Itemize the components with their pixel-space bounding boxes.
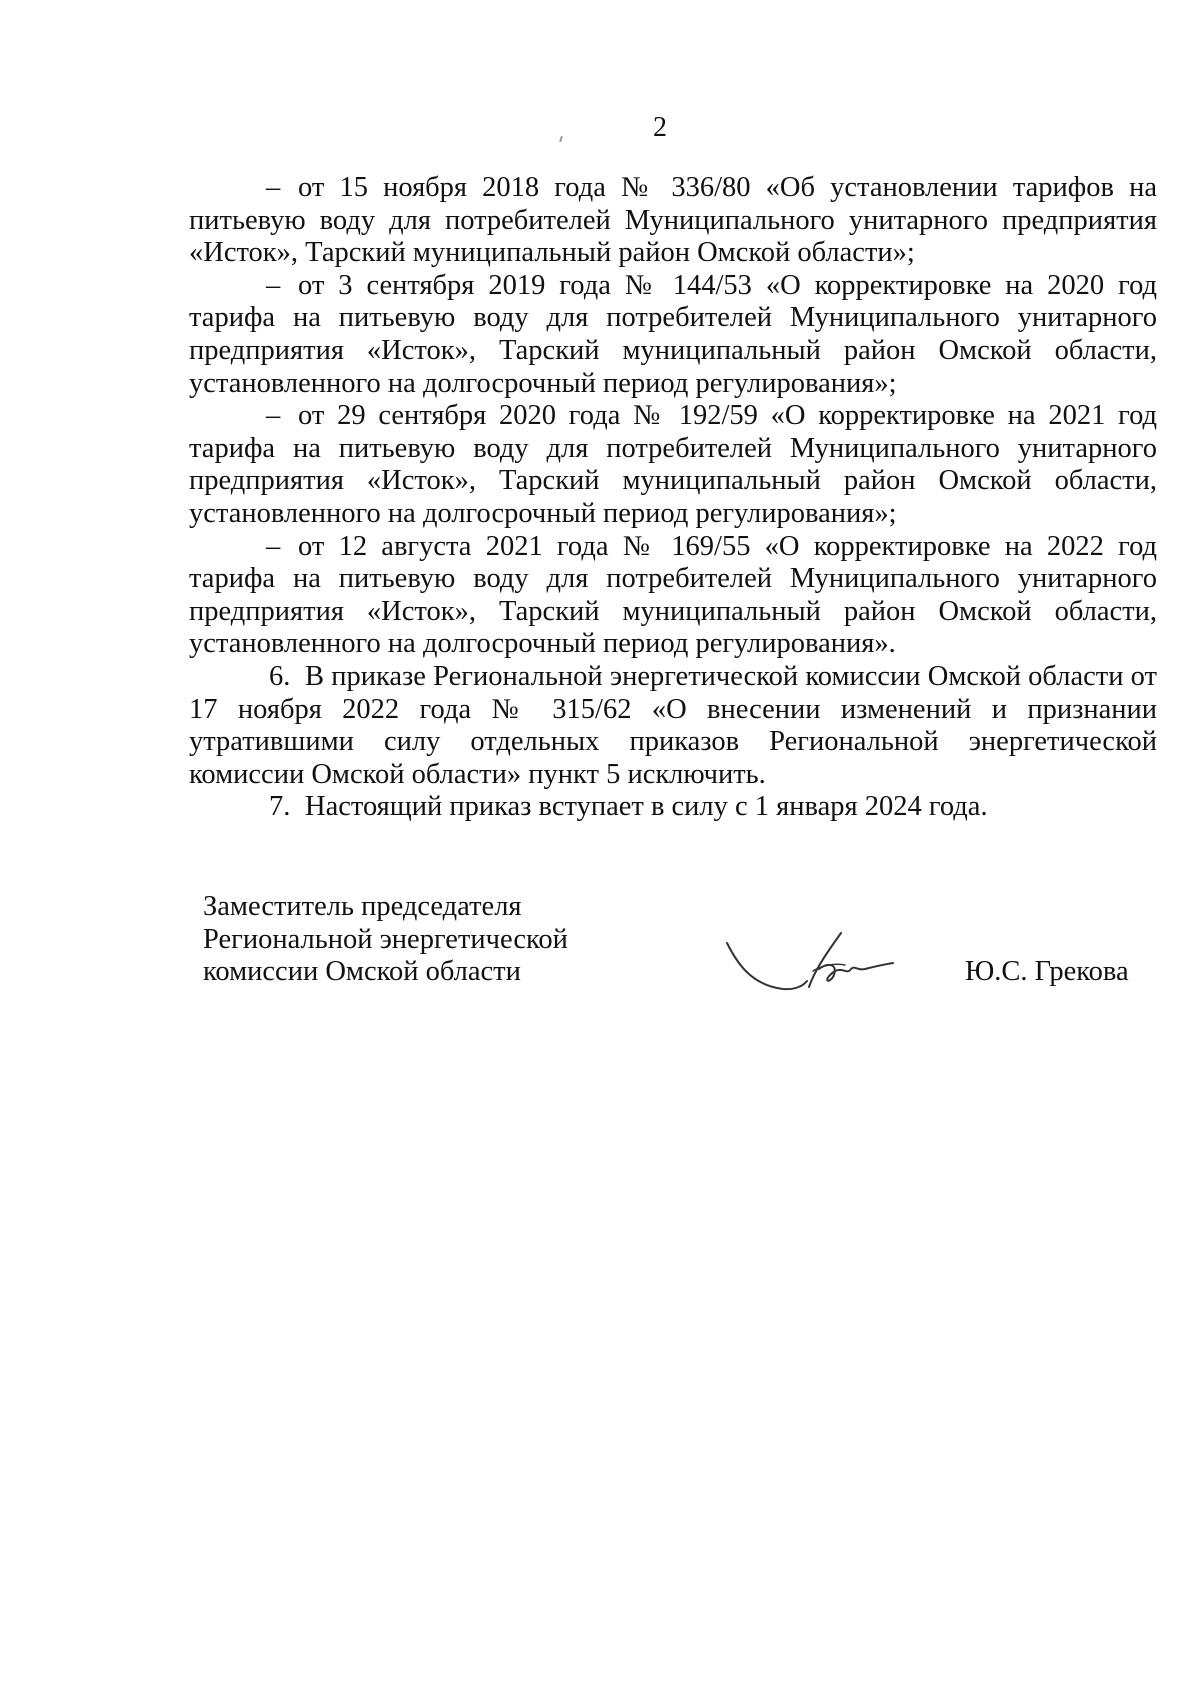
list-item-text: от 3 сентября 2019 года № 144/53 «О корректировке на 2020 год тарифа на питьевую воду для потребителей Муниципального унитарного предприятия «Исток», Тарский муниципальный район Омской области, установленного на долгосрочный период регулирования»; <box>189 269 1157 399</box>
list-item <box>189 531 1157 661</box>
signatory-title-line: Заместитель председателя <box>203 891 522 922</box>
list-item-text: от 15 ноября 2018 года № 336/80 «Об установлении тарифов на питьевую воду для потребителей Муниципального унитарного предприятия «Исток», Тарский муниципальный район Омской области»; <box>189 172 1157 269</box>
list-item <box>189 400 1157 530</box>
list-dash: – <box>266 269 281 301</box>
point-number: 6. <box>269 660 291 692</box>
list-item-text: от 12 августа 2021 года № 169/55 «О корректировке на 2022 год тарифа на питьевую воду для потребителей Муниципального унитарного предприятия «Исток», Тарский муниципальный район Омской области, установленного на долгосрочный период регулирования». <box>189 530 1157 660</box>
point-text: В приказе Региональной энергетической комиссии Омской области от 17 ноября 2022 года № 315/62 «О внесении изменений и признании утратившими силу отдельных приказов Региональной энергетической комиссии Омской области» пункт 5 исключить. <box>189 660 1157 790</box>
list-item <box>189 270 1157 400</box>
signatory-title-line: Региональной энергетической <box>203 923 568 955</box>
handwritten-signature <box>723 929 913 999</box>
signatory-title <box>203 891 703 989</box>
document-body <box>189 172 1157 824</box>
numbered-point <box>189 791 1157 824</box>
numbered-point <box>189 661 1157 791</box>
list-item <box>189 172 1157 270</box>
signature-block <box>203 891 1129 1001</box>
list-item-text: от 29 сентября 2020 года № 192/59 «О корректировке на 2021 год тарифа на питьевую воду для потребителей Муниципального унитарного предприятия «Исток», Тарский муниципальный район Омской области, установленного на долгосрочный период регулирования»; <box>189 400 1157 529</box>
list-dash: – <box>266 530 281 562</box>
list-dash: – <box>266 400 281 432</box>
page-number: 2 <box>653 112 667 143</box>
list-dash: – <box>266 172 281 203</box>
point-number: 7. <box>269 791 291 823</box>
point-text: Настоящий приказ вступает в силу с 1 января 2024 года. <box>305 791 988 823</box>
signatory-name: Ю.С. Грекова <box>965 956 1129 987</box>
signatory-title-line: комиссии Омской области <box>203 956 521 987</box>
